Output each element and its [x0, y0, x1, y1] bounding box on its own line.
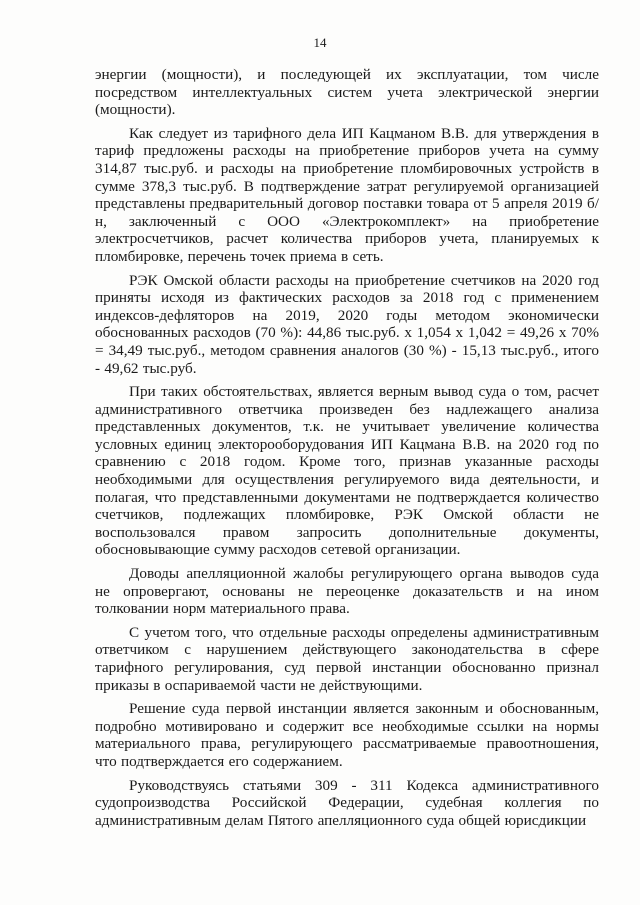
paragraph-7: Решение суда первой инстанции является законным и обоснованным, подробно мотивировано и содержит все необходимые ссылки на нормы материального права, регулирующего рассматриваемые правоотношения, что подтверждается его содержанием.: [95, 700, 599, 770]
paragraph-8: Руководствуясь статьями 309 - 311 Кодекса административного судопроизводства Российской Федерации, судебная коллегия по административным делам Пятого апелляционного суда общей юрисдикции: [95, 776, 599, 829]
paragraph-6: С учетом того, что отдельные расходы определены административным ответчиком с нарушением действующего законодательства в сфере тарифного регулирования, суд первой инстанции обоснованно признал приказы в оспариваемой части не действующими.: [95, 623, 599, 694]
paragraph-3: РЭК Омской области расходы на приобретение счетчиков на 2020 год приняты исходя из фактических расходов за 2018 год с применением индексов-дефляторов на 2019, 2020 годы методом экономически обоснованных расходов (70 %): 44,86 тыс.руб. х 1,054 х 1,042 = 49,26 х 70% = 34,49 тыс.руб., методом сравнения аналогов (30 %) - 15,13 тыс.руб., итого - 49,62 тыс.руб.: [95, 271, 599, 377]
paragraph-4: При таких обстоятельствах, является верным вывод суда о том, расчет административного ответчика произведен без надлежащего анализа представленных документов, т.к. не учитывает увеличение количества условных единиц электорооборудования ИП Кацмана В.В. на 2020 год по сравнению с 2018 годом. Кроме того, признав указанные расходы необходимыми для осуществления регулируемого вида деятельности, и полагая, что представленными документами не подтверждается количество счетчиков, подлежащих пломбировке, РЭК Омской области не воспользовался правом запросить дополнительные документы, обосновывающие сумму расходов сетевой организации.: [95, 383, 599, 559]
paragraph-1: энергии (мощности), и последующей их эксплуатации, том числе посредством интеллектуальных систем учета электрической энергии (мощности).: [95, 66, 599, 119]
document-body: [95, 66, 599, 829]
page-number: 14: [313, 35, 327, 50]
paragraph-5: Доводы апелляционной жалобы регулирующего органа выводов суда не опровергают, основаны не переоценке доказательств и на ином толковании норм материального права.: [95, 565, 599, 618]
paragraph-2: Как следует из тарифного дела ИП Кацманом В.В. для утверждения в тариф предложены расходы на приобретение приборов учета на сумму 314,87 тыс.руб. и расходы на приобретение пломбировочных устройств в сумме 378,3 тыс.руб. В подтверждение затрат регулируемой организацией представлены предварительный договор поставки товара от 5 апреля 2019 б/н, заключенный с ООО «Электрокомплект» на приобретение электросчетчиков, расчет количества приборов учета, планируемых к пломбировке, перечень точек приема в сеть.: [95, 124, 599, 265]
